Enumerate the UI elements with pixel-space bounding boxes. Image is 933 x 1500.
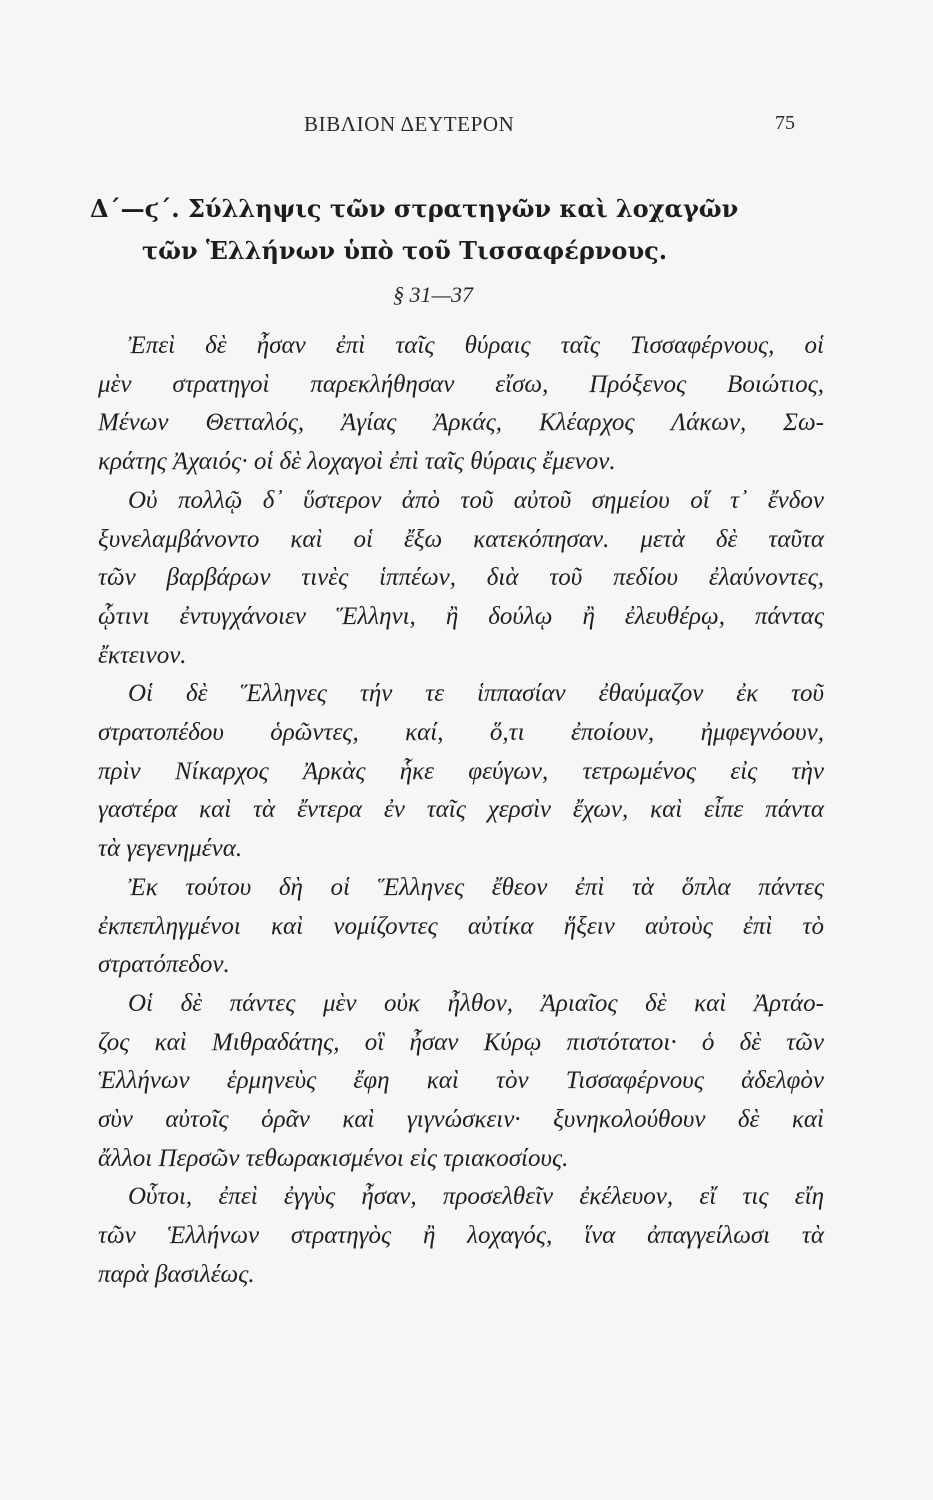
- running-header: [0, 112, 933, 152]
- text-line: Οὐ πολλῷ δ᾽ ὕστερον ἀπὸ τοῦ αὐτοῦ σημείου οἵ τ᾽ ἔνδον: [128, 486, 824, 514]
- text-line: ᾧτινι ἐντυγχάνοιεν Ἕλληνι, ἢ δούλῳ ἢ ἐλευθέρῳ, πάντας: [98, 602, 824, 630]
- page-number: 75: [775, 112, 795, 134]
- paragraph: [98, 1178, 824, 1294]
- text-line: Μένων Θετταλός, Ἀγίας Ἀρκάς, Κλέαρχος Λάκων, Σω-: [98, 409, 824, 437]
- text-line: ἔκτεινον.: [98, 641, 187, 669]
- text-line: Ἑλλήνων ἑρμηνεὺς ἔφη καὶ τὸν Τισσαφέρνους ἀδελφὸν: [98, 1067, 824, 1095]
- text-line: Ἐπεὶ δὲ ἦσαν ἐπὶ ταῖς θύραις ταῖς Τισσαφέρνους, οἱ: [128, 332, 824, 359]
- text-line: ἐκπεπληγμένοι καὶ νομίζοντες αὐτίκα ἥξειν αὐτοὺς ἐπὶ τὸ: [98, 912, 824, 940]
- paragraph: [98, 985, 824, 1179]
- text-line: πρὶν Νίκαρχος Ἀρκὰς ἧκε φεύγων, τετρωμένος εἰς τὴν: [98, 757, 824, 785]
- paragraph: [98, 327, 824, 482]
- text-line: σὺν αὐτοῖς ὁρᾶν καὶ γιγνώσκειν· ξυνηκολούθουν δὲ καὶ: [98, 1106, 824, 1134]
- text-line: στρατοπέδου ὁρῶντες, καί, ὅ,τι ἐποίουν, ἠμφεγνόουν,: [98, 719, 824, 747]
- text-line: στρατόπεδον.: [98, 951, 230, 979]
- section-heading-line: τῶν Ἑλλήνων ὑπὸ τοῦ Τισσαφέρνους.: [142, 236, 668, 265]
- text-line: τῶν βαρβάρων τινὲς ἱππέων, διὰ τοῦ πεδίου ἐλαύνοντες,: [98, 564, 824, 592]
- running-title: ΒΙΒΛΙΟΝ ΔΕΥΤΕΡΟΝ: [304, 112, 515, 136]
- body-text: [98, 327, 824, 1295]
- text-line: παρὰ βασιλέως.: [98, 1260, 255, 1288]
- section-range: § 31—37: [393, 282, 474, 307]
- text-line: μὲν στρατηγοὶ παρεκλήθησαν εἴσω, Πρόξενος Βοιώτιος,: [98, 370, 824, 398]
- text-line: Οἱ δὲ πάντες μὲν οὐκ ἦλθον, Ἀριαῖος δὲ καὶ Ἀρτάο-: [128, 989, 824, 1017]
- paragraph: [98, 675, 824, 869]
- text-line: ζος καὶ Μιθραδάτης, οἳ ἦσαν Κύρῳ πιστότατοι· ὁ δὲ τῶν: [98, 1028, 824, 1056]
- paragraph: [98, 482, 824, 676]
- section-heading-line: Δ΄—ϛ΄. Σύλληψις τῶν στρατηγῶν καὶ λοχαγῶν: [90, 194, 739, 223]
- text-line: Οἱ δὲ Ἕλληνες τήν τε ἱππασίαν ἐθαύμαζον ἐκ τοῦ: [128, 680, 824, 708]
- text-line: ἄλλοι Περσῶν τεθωρακισμένοι εἰς τριακοσίους.: [98, 1144, 569, 1172]
- section-heading: [90, 188, 850, 272]
- text-line: κράτης Ἀχαιός· οἱ δὲ λοχαγοὶ ἐπὶ ταῖς θύραις ἔμενον.: [98, 448, 616, 476]
- text-line: τὰ γεγενημένα.: [98, 835, 243, 863]
- text-line: Οὗτοι, ἐπεὶ ἐγγὺς ἦσαν, προσελθεῖν ἐκέλευον, εἴ τις εἴη: [128, 1183, 824, 1211]
- text-line: τῶν Ἑλλήνων στρατηγὸς ἢ λοχαγός, ἵνα ἀπαγγείλωσι τὰ: [98, 1222, 824, 1250]
- paragraph: [98, 869, 824, 985]
- text-line: ξυνελαμβάνοντο καὶ οἱ ἔξω κατεκόπησαν. μετὰ δὲ ταῦτα: [98, 525, 824, 553]
- text-line: γαστέρα καὶ τὰ ἔντερα ἐν ταῖς χερσὶν ἔχων, καὶ εἶπε πάντα: [98, 796, 824, 824]
- text-line: Ἐκ τούτου δὴ οἱ Ἕλληνες ἔθεον ἐπὶ τὰ ὅπλα πάντες: [128, 873, 824, 901]
